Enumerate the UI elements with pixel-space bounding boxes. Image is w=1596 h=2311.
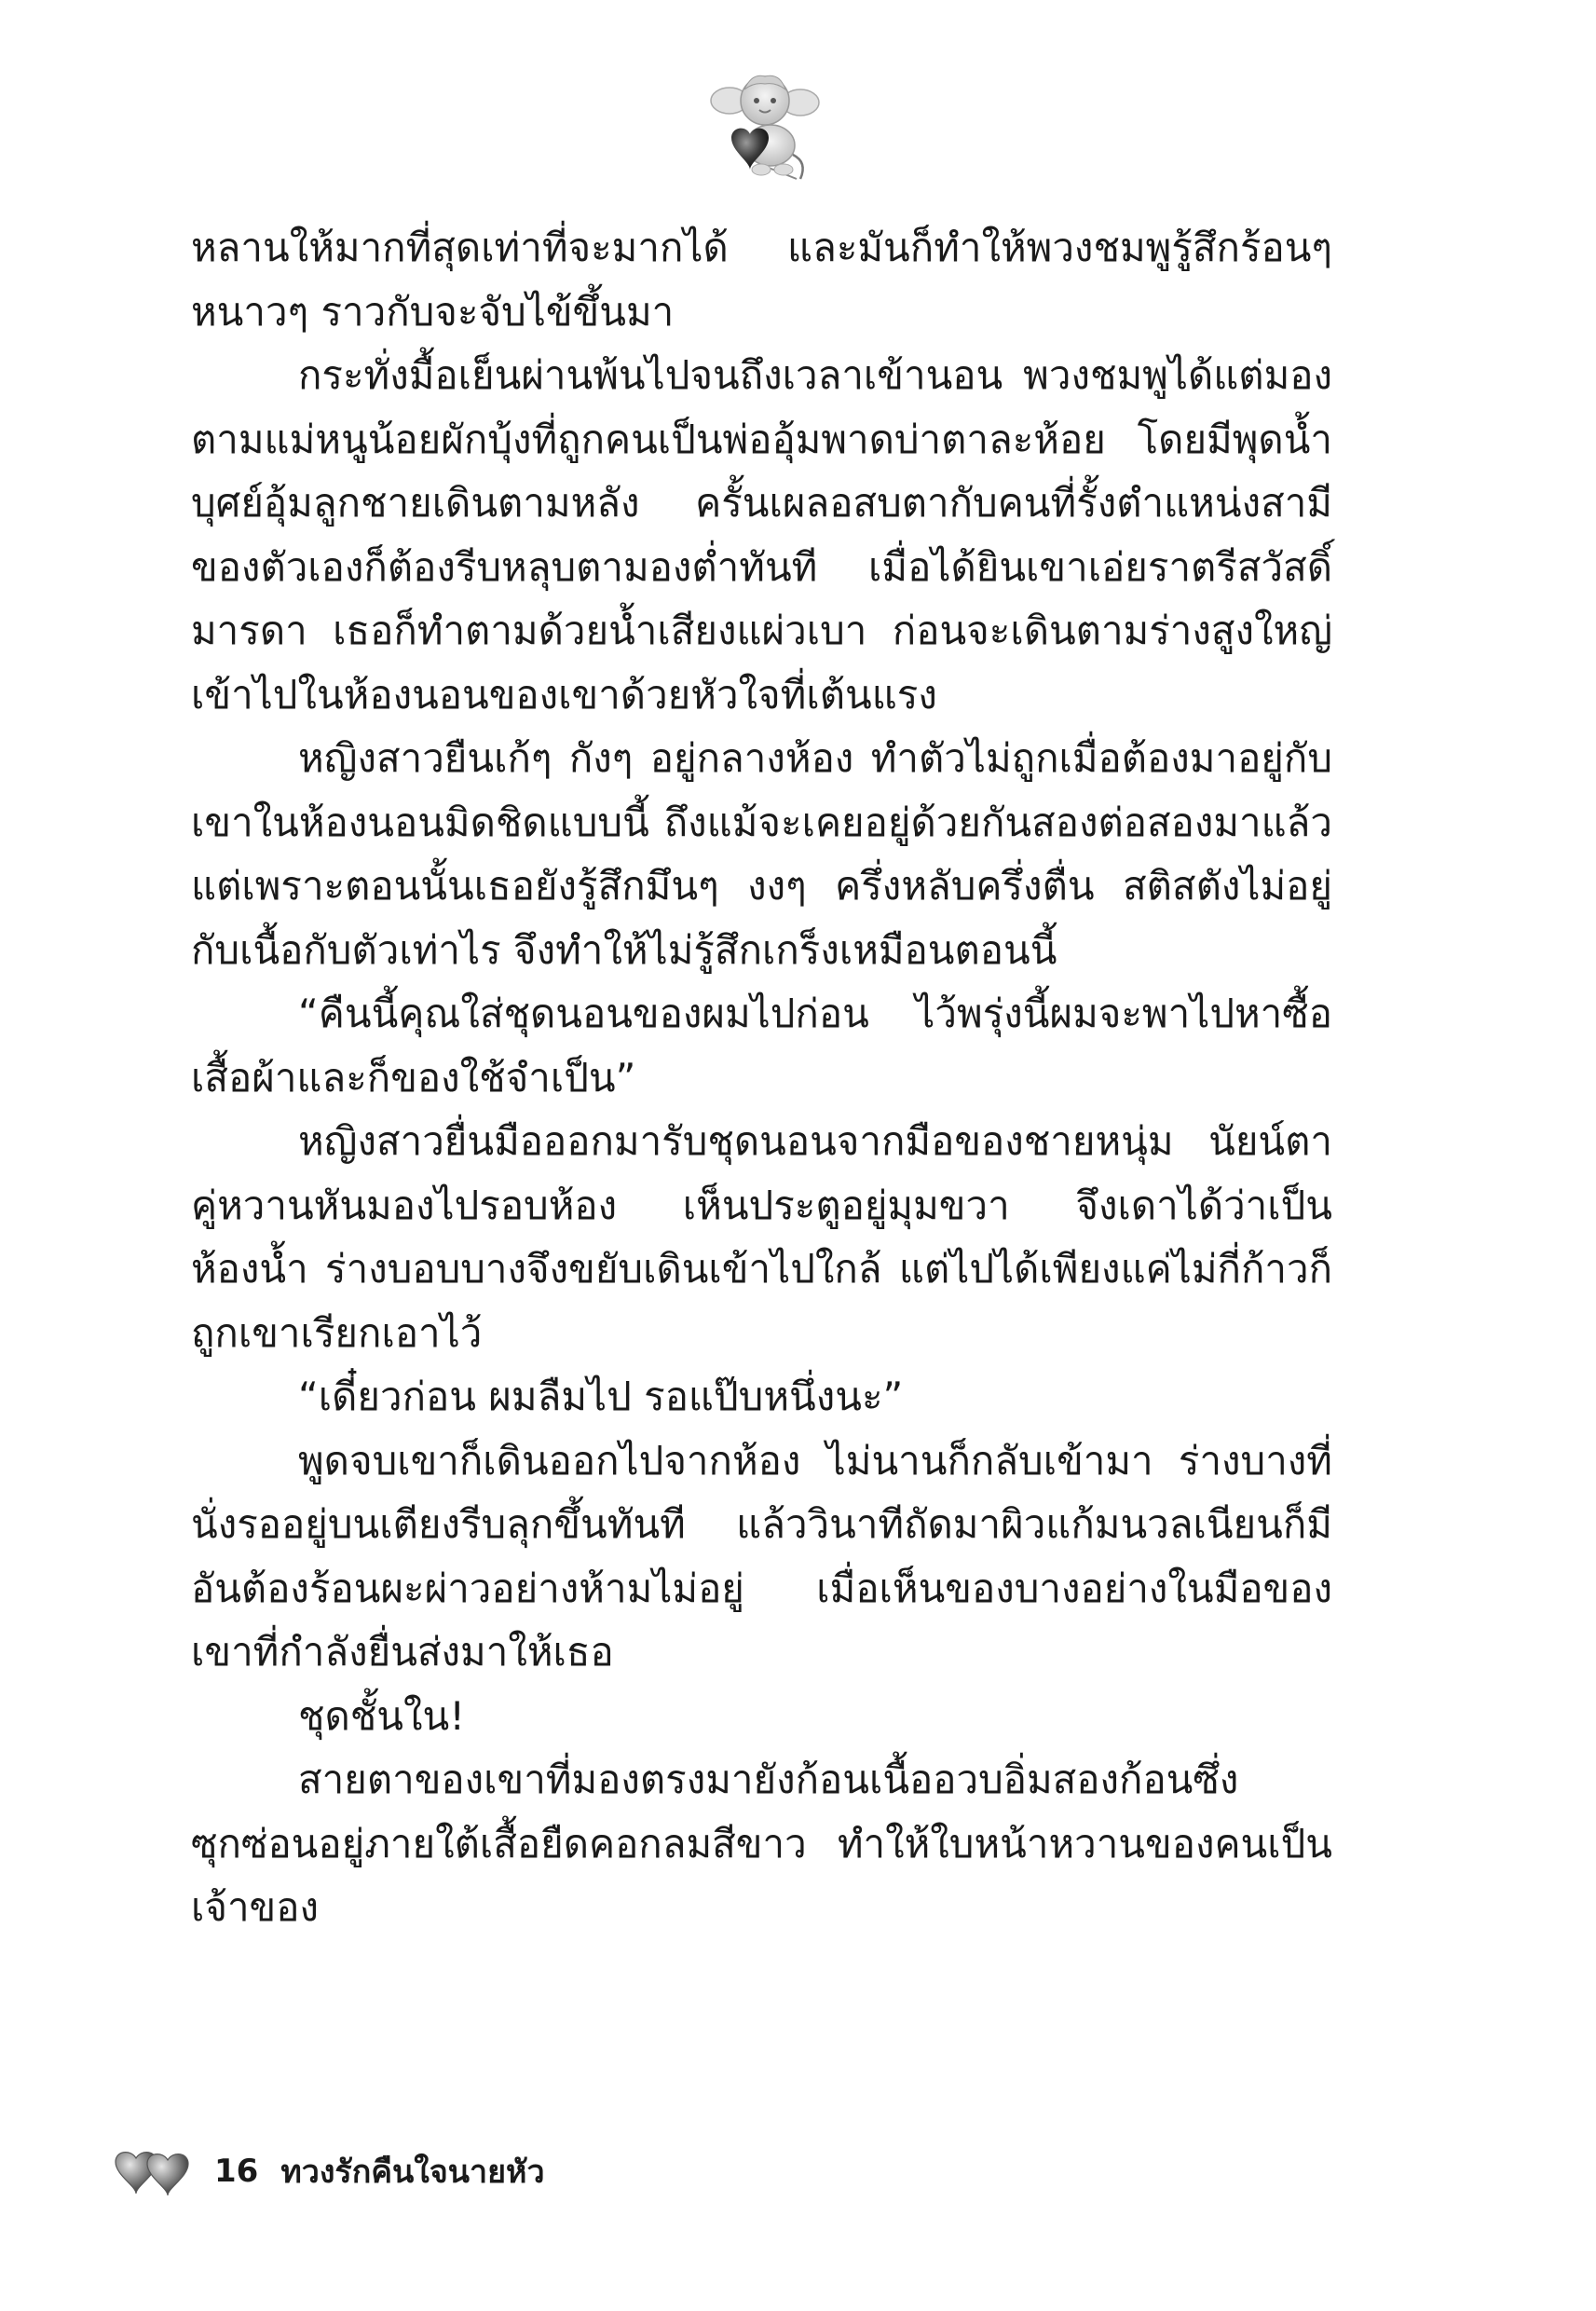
hearts-icon [112,2143,194,2199]
cupid-with-heart-icon [703,65,825,186]
paragraph: หญิงสาวยื่นมือออกมารับชุดนอนจากมือของชายหนุ่ม นัยน์ตาคู่หวานหันมองไปรอบห้อง เห็นประตูอยู่มุมขวา จึงเดาได้ว่าเป็นห้องน้ำ ร่างบอบบางจึงขยับเดินเข้าไปใกล้ แต่ไปได้เพียงแค่ไม่กี่ก้าวก็ถูกเขาเรียกเอาไว้ [191,1118,1332,1356]
paragraph: “คืนนี้คุณใส่ชุดนอนของผมไปก่อน ไว้พรุ่งนี้ผมจะพาไปหาซื้อเสื้อผ้าและก็ของใช้จำเป็น” [191,991,1332,1101]
paragraph: สายตาของเขาที่มองตรงมายังก้อนเนื้ออวบอิ่มสองก้อนซึ่งซุกซ่อนอยู่ภายใต้เสื้อยืดคอกลมสีขาว ทำให้ใบหน้าหวานของคนเป็นเจ้าของ [191,1757,1332,1930]
paragraph: กระทั่งมื้อเย็นผ่านพ้นไปจนถึงเวลาเข้านอน พวงชมพูได้แต่มองตามแม่หนูน้อยผักบุ้งที่ถูกคนเป็นพ่ออุ้มพาดบ่าตาละห้อย โดยมีพุดน้ำบุศย์อุ้มลูกชายเดินตามหลัง ครั้นเผลอสบตากับคนที่รั้งตำแหน่งสามีของตัวเองก็ต้องรีบหลุบตามองต่ำทันที เมื่อได้ยินเขาเอ่ยราตรีสวัสดิ์มารดา เธอก็ทำตามด้วยน้ำเสียงแผ่วเบา ก่อนจะเดินตามร่างสูงใหญ่เข้าไปในห้องนอนของเขาด้วยหัวใจที่เต้นแรง [191,352,1332,718]
page-footer [112,2139,764,2204]
book-title: ทวงรักคืนใจนายหัว [280,2154,545,2191]
paragraph: หญิงสาวยืนเก้ๆ กังๆ อยู่กลางห้อง ทำตัวไม่ถูกเมื่อต้องมาอยู่กับเขาในห้องนอนมิดชิดแบบนี้ ถึงแม้จะเคยอยู่ด้วยกันสองต่อสองมาแล้ว แต่เพราะตอนนั้นเธอยังรู้สึกมึนๆ งงๆ ครึ่งหลับครึ่งตื่น สติสตังไม่อยู่กับเนื้อกับตัวเท่าไร จึงทำให้ไม่รู้สึกเกร็งเหมือนตอนนี้ [191,735,1332,973]
paragraph: ชุดชั้นใน! [298,1692,466,1739]
page-number: 16 [214,2153,259,2190]
body-text [191,216,1332,1940]
paragraph: “เดี๋ยวก่อน ผมลืมไป รอแป๊บหนึ่งนะ” [298,1374,904,1419]
paragraph: หลานให้มากที่สุดเท่าที่จะมากได้ และมันก็ทำให้พวงชมพูรู้สึกร้อนๆ หนาวๆ ราวกับจะจับไข้ขึ้นมา [191,225,1332,335]
paragraph: พูดจบเขาก็เดินออกไปจากห้อง ไม่นานก็กลับเข้ามา ร่างบางที่นั่งรออยู่บนเตียงรีบลุกขึ้นทันที แล้ววินาทีถัดมาผิวแก้มนวลเนียนก็มีอันต้องร้อนผะผ่าวอย่างห้ามไม่อยู่ เมื่อเห็นของบางอย่างในมือของเขาที่กำลังยื่นส่งมาให้เธอ [191,1437,1332,1675]
